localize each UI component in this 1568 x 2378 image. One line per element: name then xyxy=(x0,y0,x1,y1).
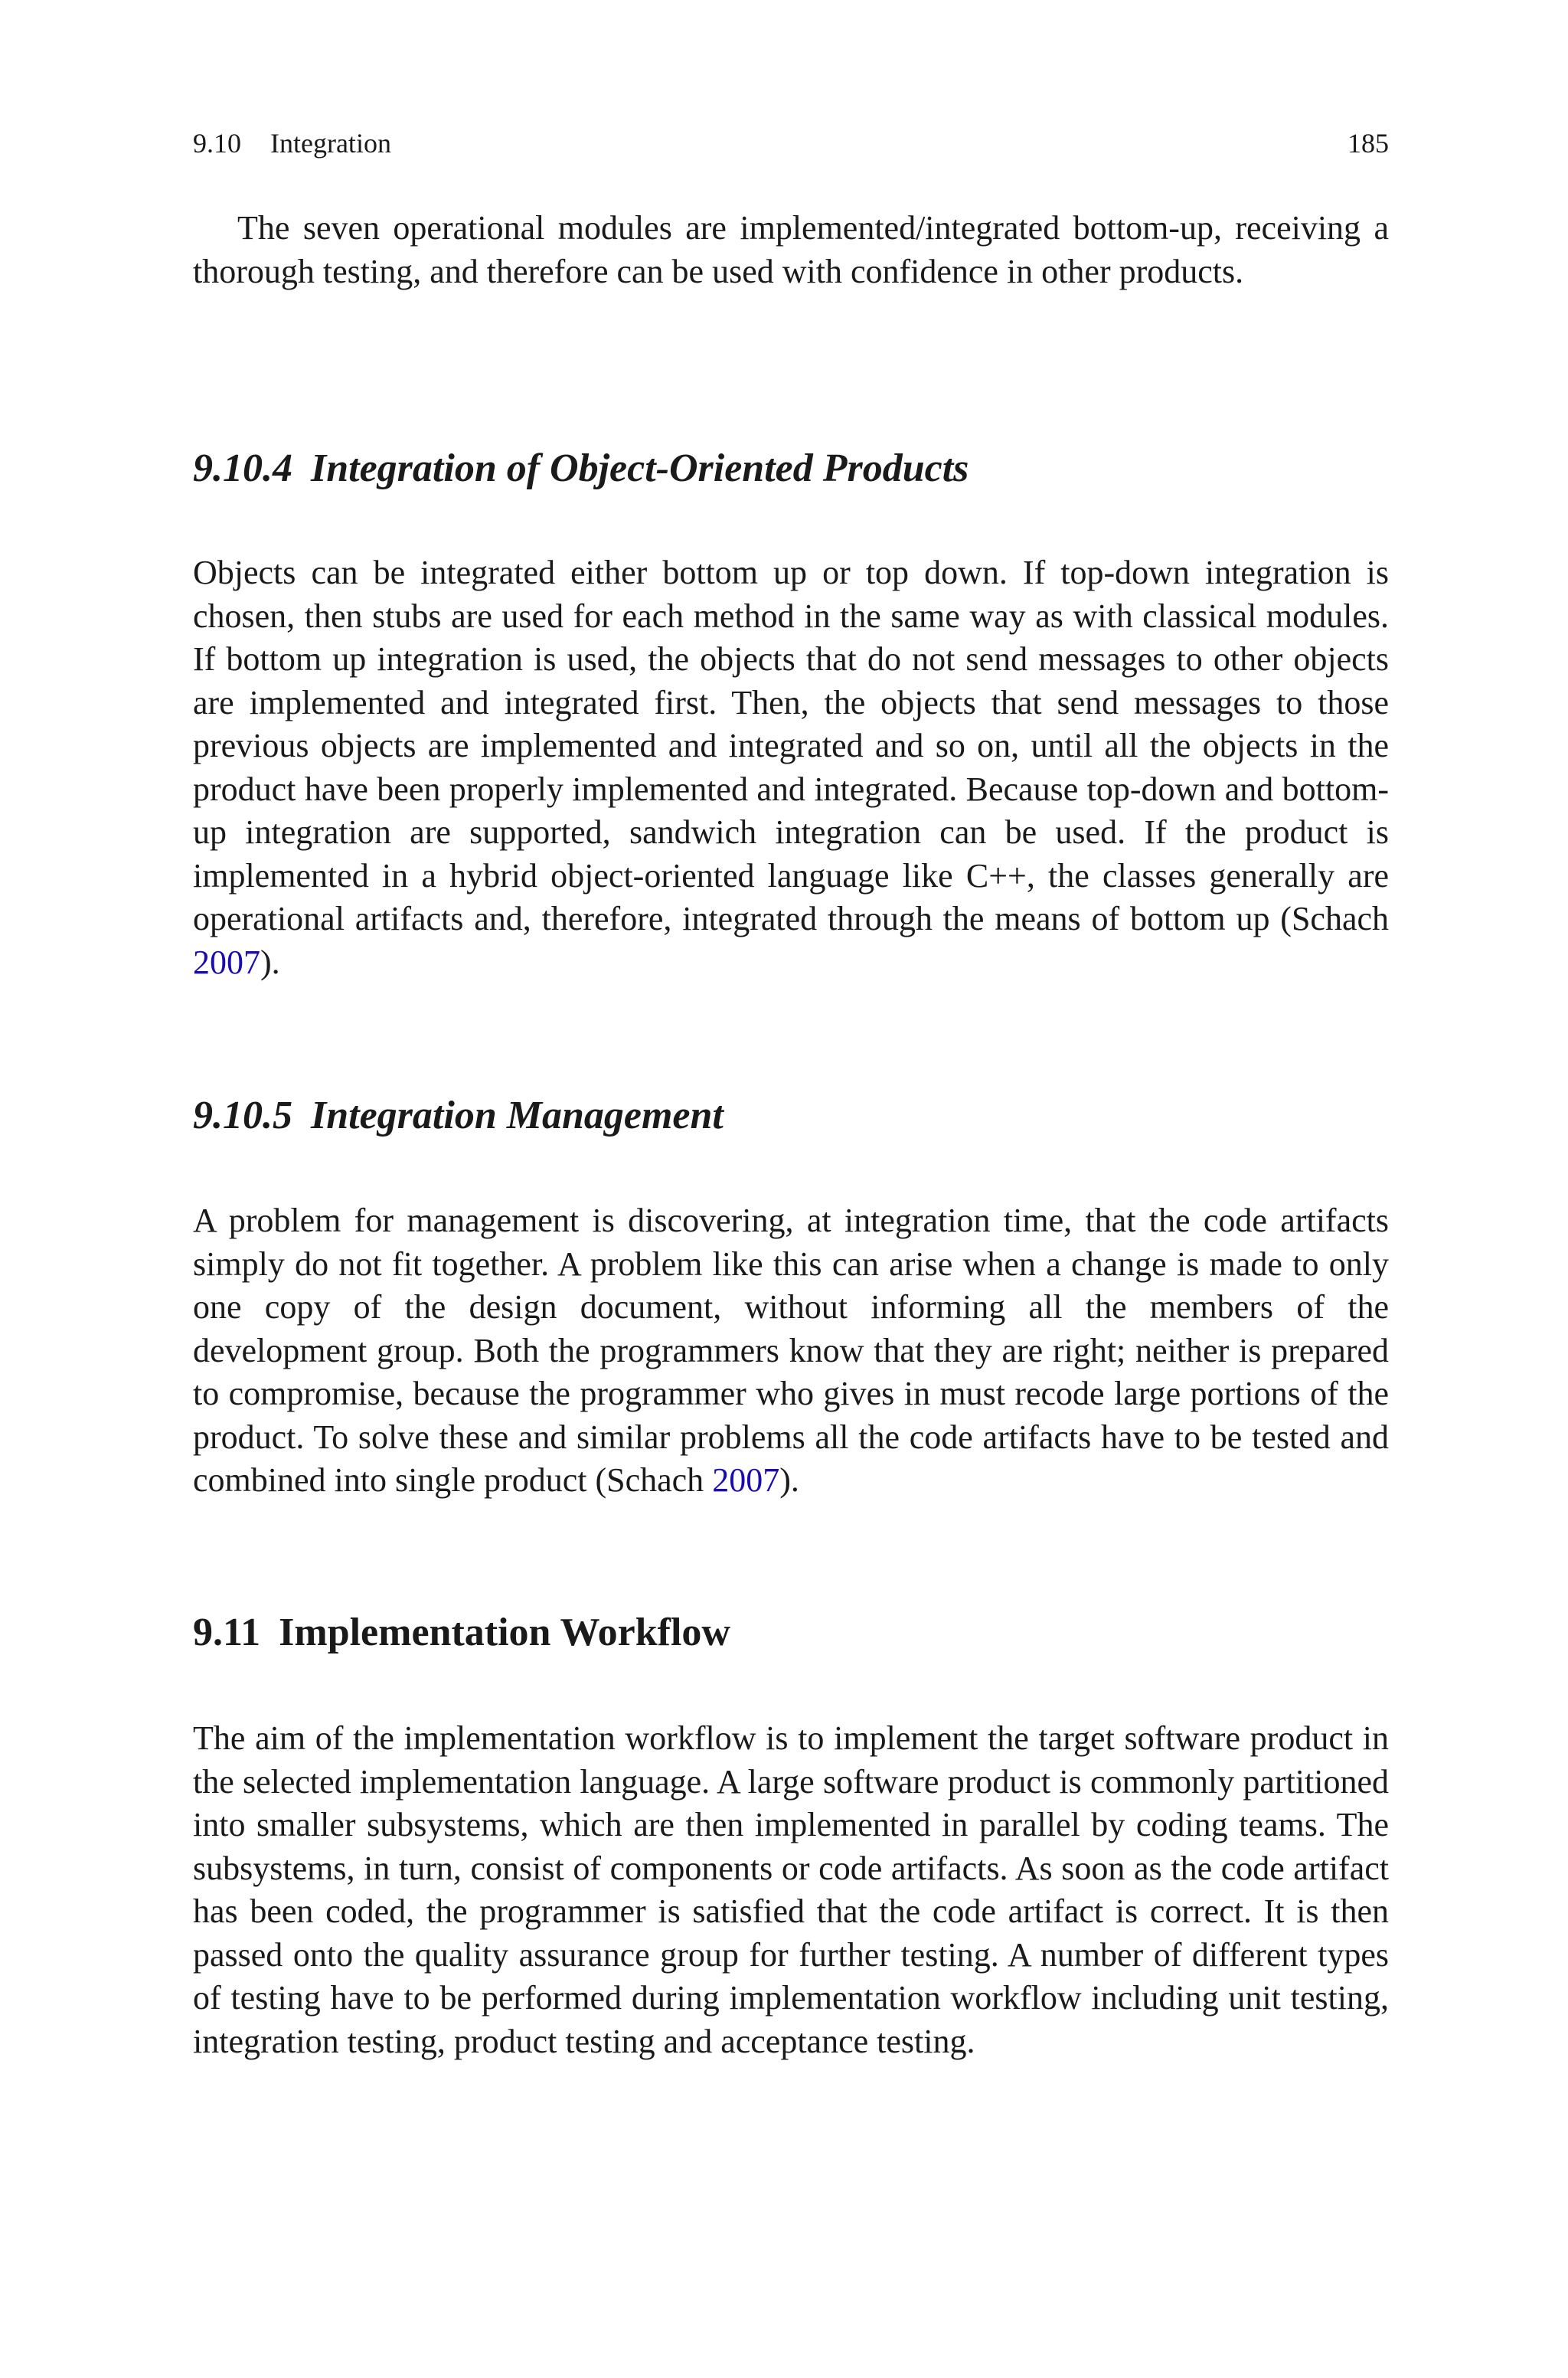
paragraph-text: Objects can be integrated either bottom up or top down. If top-down integration is chosen, then stubs are used for each method in the same way as with classical modules. If bottom up integration is used, the objects that do not send messages to other objects are implemented and integrated first. Then, the objects that send messages to those previous objects are implemented and integrated and so on, until all the objects in the product have been properly implemented and integrated. Because top-down and bottom-up integration are supported, sandwich integration can be used. If the product is implemented in a hybrid object-oriented language like C++, the classes generally are operational artifacts and, therefore, integrated through the means of bottom up (Schach xyxy=(193,554,1389,937)
page-number: 185 xyxy=(1348,128,1389,159)
running-head-section-number: 9.10 xyxy=(193,128,241,159)
section-title: Implementation Workflow xyxy=(279,1611,730,1654)
citation-link[interactable]: 2007 xyxy=(712,1461,780,1499)
citation-link[interactable]: 2007 xyxy=(193,943,260,981)
paragraph-end: ). xyxy=(260,943,280,981)
section-heading-9-10-5 xyxy=(193,1091,1389,1140)
section-heading-9-10-4 xyxy=(193,444,1389,493)
section-9-10-4-paragraph xyxy=(193,551,1389,984)
section-9-11-body xyxy=(193,1717,1389,2063)
section-9-11 xyxy=(193,1608,1389,1657)
section-number: 9.10.5 xyxy=(193,1094,292,1137)
intro-block xyxy=(193,207,1389,293)
section-9-11-paragraph: The aim of the implementation workflow is to implement the target software product in the selected implementation language. A large software product is commonly partitioned into smaller subsystems, which are then implemented in parallel by coding teams. The subsystems, in turn, consist of components or code artifacts. As soon as the code artifact has been coded, the programmer is satisfied that the code artifact is correct. It is then passed onto the quality assurance group for further testing. A number of different types of testing have to be performed during implementation workflow including unit testing, integration testing, product testing and acceptance testing. xyxy=(193,1719,1389,2060)
intro-paragraph: The seven operational modules are implemented/integrated bottom-up, receiving a thorough testing, and therefore can be used with confidence in other products. xyxy=(193,209,1389,290)
section-9-10-5-paragraph xyxy=(193,1199,1389,1503)
section-9-10-4-body xyxy=(193,551,1389,984)
section-title: Integration Management xyxy=(311,1094,724,1137)
section-number: 9.10.4 xyxy=(193,446,292,490)
section-title: Integration of Object-Oriented Products xyxy=(311,446,969,490)
paragraph-text: A problem for management is discovering, at integration time, that the code artifacts simply do not fit together. A problem like this can arise when a change is made to only one copy of the design document, without informing all the members of the development group. Both the programmers know that they are right; neither is prepared to compromise, because the programmer who gives in must recode large portions of the product. To solve these and similar problems all the code artifacts have to be tested and combined into single product (Schach xyxy=(193,1202,1389,1499)
running-head-section-title: Integration xyxy=(270,128,391,159)
paragraph-end: ). xyxy=(779,1461,799,1499)
section-number: 9.11 xyxy=(193,1611,261,1654)
running-head xyxy=(193,126,1389,161)
running-head-left xyxy=(193,126,391,161)
section-9-10-5 xyxy=(193,1091,1389,1140)
section-9-10-5-body xyxy=(193,1199,1389,1503)
section-9-10-4 xyxy=(193,444,1389,493)
section-heading-9-11 xyxy=(193,1608,1389,1657)
